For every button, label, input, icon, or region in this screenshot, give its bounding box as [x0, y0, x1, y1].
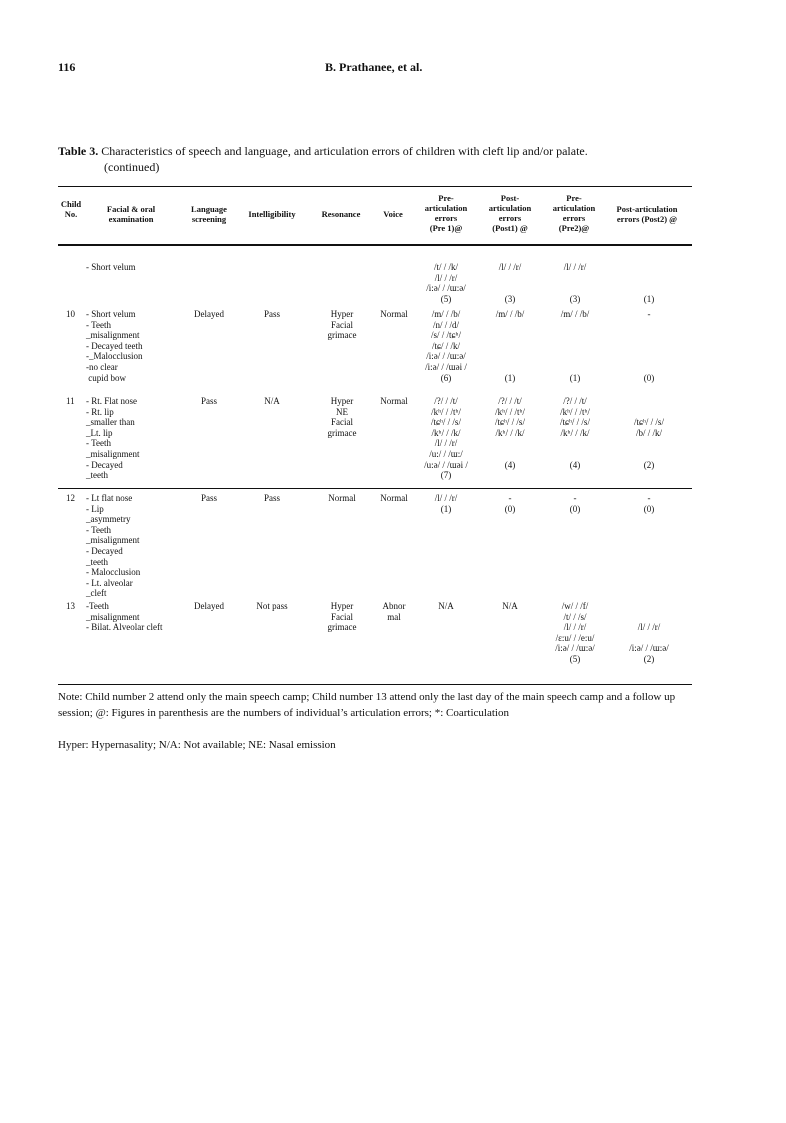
cell-pre2: /w/ / /f/ /t/ / /s/ /l/ / /r/ /ɛ:u/ / /e:u/ /i:ə/ / /ɯ:ə/ (5) — [555, 601, 595, 664]
cell-voice: Normal — [380, 493, 408, 503]
cell-pre2: - (0) — [569, 493, 581, 514]
header-post1: Post- articulation errors (Post1) @ — [488, 193, 532, 233]
cell-voice: Normal — [380, 309, 408, 319]
page-number: 116 — [58, 60, 76, 74]
cell-intelligibility: N/A — [264, 396, 280, 406]
cell-language: Delayed — [194, 309, 224, 319]
cell-pre2: /m/ / /b/ (1) — [560, 309, 590, 383]
cell-post2: - (0) — [643, 493, 655, 514]
header-pre2: Pre- articulation errors (Pre2)@ — [552, 193, 596, 233]
cell-facial: - Lt flat nose - Lip _asymmetry - Teeth _misalignment - Decayed _teeth - Malocclusion - Lt. alveolar _cleft — [86, 493, 141, 599]
cell-voice: Abnor mal — [382, 601, 406, 622]
cell-post1: /m/ / /b/ (1) — [495, 309, 525, 383]
cell-language: Pass — [200, 396, 218, 406]
cell-post1: N/A — [502, 601, 518, 611]
cell-pre1: /l/ / /r/ (1) — [434, 493, 458, 514]
table-bottom-rule — [58, 684, 692, 685]
cell-resonance: Hyper Facial grimace — [327, 309, 357, 341]
cell-post2: (1) — [643, 293, 655, 304]
cell-pre1: /m/ / /b/ /n/ / /d/ /s/ / /tɕʰ/ /tɕ/ / /k/ /i:ə/ / /ɯ:ə/ /i:ə/ / /ɯəi / (6) — [425, 309, 467, 383]
cell-pre1: /t/ / /k/ /l/ / /r/ /i:ə/ / /ɯ:ə/ (5) — [426, 262, 466, 304]
cell-post2: /l/ / /r/ /i:ə/ / /ɯ:ə/ (2) — [629, 622, 669, 664]
abbreviation-note: Hyper: Hypernasality; N/A: Not available; NE: Nasal emission — [58, 739, 336, 751]
header-language-screening: Language screening — [191, 204, 227, 224]
cell-child-no: 11 — [66, 396, 75, 406]
cell-voice: Normal — [380, 396, 408, 406]
running-head: B. Prathanee, et al. — [325, 60, 423, 74]
header-pre1: Pre- articulation errors (Pre 1)@ — [424, 193, 468, 233]
cell-post1: - (0) — [504, 493, 516, 514]
cell-child-no: 12 — [66, 493, 75, 503]
cell-post1: /?/ / /t/ /kʰ/ / /tʰ/ /tɕʰ/ / /s/ /kʰ/ / /k/ (4) — [495, 396, 525, 470]
cell-language: Pass — [200, 493, 218, 503]
row-separator — [58, 488, 692, 489]
cell-pre2: /l/ / /r/ (3) — [563, 262, 587, 304]
cell-facial: - Short velum - Teeth _misalignment - Decayed teeth -_Malocclusion -no clear cupid bow — [86, 309, 143, 383]
caption-text: Characteristics of speech and language, and articulation errors of children with cleft lip and/or palate. — [101, 144, 588, 158]
header-facial-oral: Facial & oral examination — [106, 204, 156, 224]
table-header-rule — [58, 244, 692, 246]
header-intelligibility: Intelligibility — [248, 209, 296, 219]
caption-continued: (continued) — [104, 160, 160, 174]
cell-intelligibility: Pass — [263, 493, 281, 503]
cell-language: Delayed — [194, 601, 224, 611]
cell-child-no: 13 — [66, 601, 75, 611]
cell-facial: - Rt. Flat nose - Rt. lip _smaller than _Lt. lip - Teeth _misalignment - Decayed _teeth — [86, 396, 140, 481]
cell-child-no: 10 — [66, 309, 75, 319]
cell-intelligibility: Not pass — [256, 601, 288, 611]
header-resonance: Resonance — [321, 209, 361, 219]
cell-facial: -Teeth _misalignment - Bilat. Alveolar cleft — [86, 601, 163, 633]
header-post2: Post-articulation errors (Post2) @ — [616, 204, 678, 224]
table-top-rule — [58, 186, 692, 187]
table-note: Note: Child number 2 attend only the main speech camp; Child number 13 attend only the last day of the main speech camp and a follow up session; @: Figures in parenthesis are the numbers of individual’s articulation errors; *: Coarticulation — [58, 691, 676, 719]
cell-pre2: /?/ / /t/ /kʰ/ / /tʰ/ /tɕʰ/ / /s/ /kʰ/ / /k/ (4) — [560, 396, 590, 470]
cell-resonance: Normal — [328, 493, 356, 503]
header-child-no: Child No. — [60, 199, 82, 219]
cell-pre1: /?/ / /t/ /kʰ/ / /tʰ/ /tɕʰ/ / /s/ /kʰ/ / /k/ /l/ / /r/ /u:/ / /ɯ:/ /u:ə/ / /ɯəi / (7) — [424, 396, 468, 481]
caption-label: Table 3. — [58, 144, 99, 158]
cell-intelligibility: Pass — [263, 309, 281, 319]
cell-post1: /l/ / /r/ (3) — [498, 262, 522, 304]
cell-facial: - Short velum — [86, 262, 136, 272]
header-voice: Voice — [383, 209, 403, 219]
cell-resonance: Hyper NE Facial grimace — [327, 396, 357, 438]
table-caption — [58, 143, 692, 175]
cell-post2: - (0) — [643, 309, 655, 383]
cell-pre1: N/A — [438, 601, 454, 611]
cell-resonance: Hyper Facial grimace — [327, 601, 357, 633]
cell-post2: /tɕʰ/ / /s/ /b/ / /k/ (2) — [634, 417, 664, 470]
